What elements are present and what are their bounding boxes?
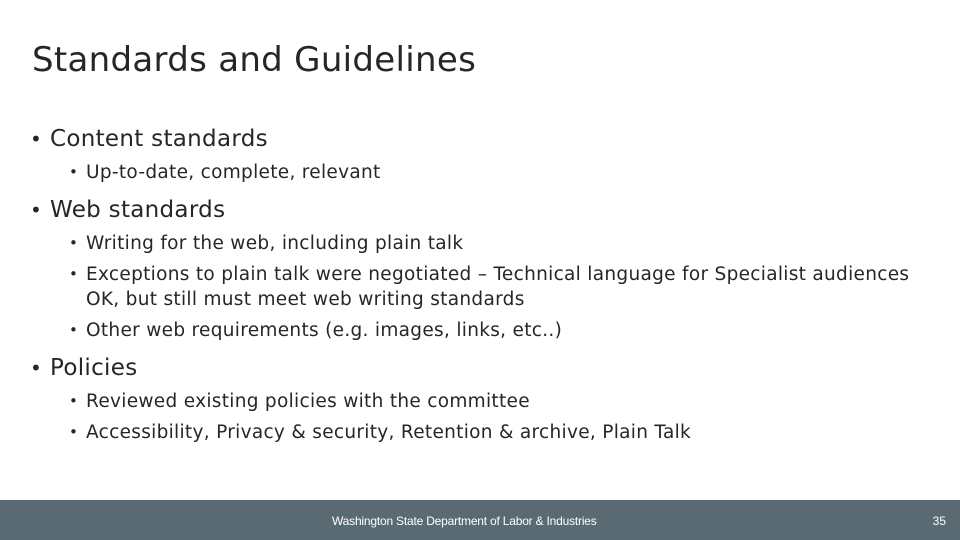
footer-organization: Washington State Department of Labor & Industries xyxy=(332,514,597,528)
sub-bullet: • Writing for the web, including plain talk xyxy=(30,231,930,256)
web-standards-list xyxy=(30,231,930,343)
content-standards-list xyxy=(30,160,930,185)
bullet-content-standards: • Content standards xyxy=(30,124,930,154)
sub-bullet: • Up-to-date, complete, relevant xyxy=(30,160,930,185)
slide-title: Standards and Guidelines xyxy=(32,40,477,80)
footer-bar xyxy=(0,500,960,540)
bullet-policies: • Policies xyxy=(30,353,930,383)
sub-bullet: • Reviewed existing policies with the committee xyxy=(30,389,930,414)
sub-bullet: • Accessibility, Privacy & security, Retention & archive, Plain Talk xyxy=(30,420,930,445)
sub-bullet: • Other web requirements (e.g. images, links, etc..) xyxy=(30,318,930,343)
page-number: 35 xyxy=(932,514,946,528)
sub-bullet: • Exceptions to plain talk were negotiated – Technical language for Specialist audiences OK, but still must meet web writing standards xyxy=(30,262,930,312)
bullet-web-standards: • Web standards xyxy=(30,195,930,225)
slide-content xyxy=(30,124,930,455)
policies-list xyxy=(30,389,930,445)
